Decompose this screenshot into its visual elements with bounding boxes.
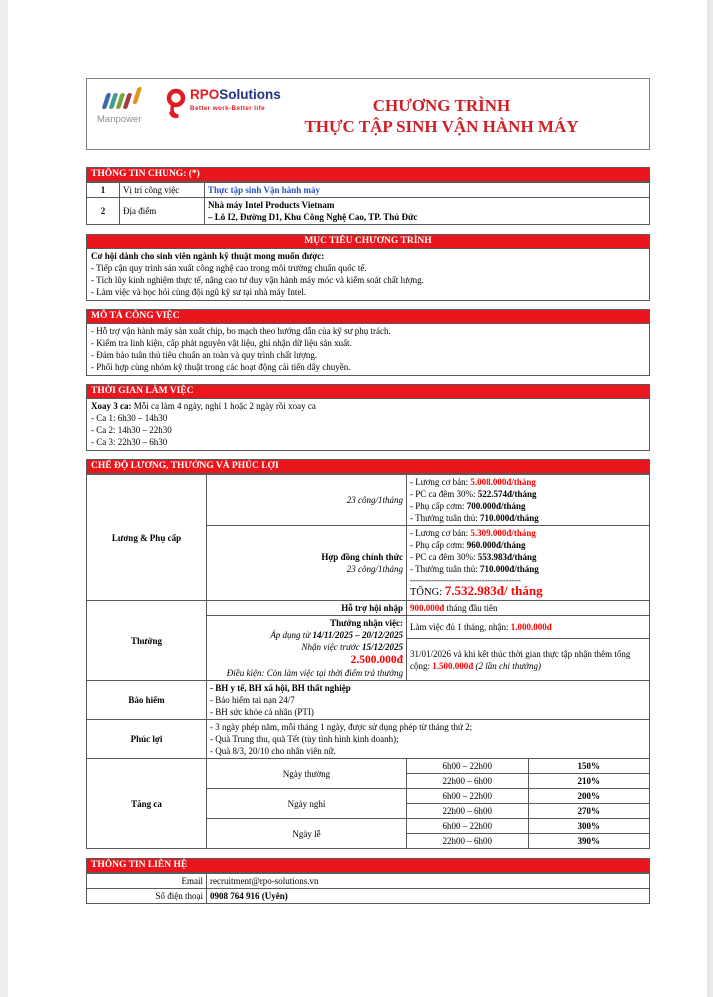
rpo-name: RPOSolutions xyxy=(190,87,281,102)
overtime-day: Ngày lễ xyxy=(207,819,407,849)
benefits-group-label: Phúc lợi xyxy=(87,720,207,759)
insurance-group-label: Bảo hiểm xyxy=(87,681,207,720)
logos xyxy=(97,86,297,149)
list-line: - Làm việc và học hỏi cùng đội ngũ kỹ sư tại nhà máy Intel. xyxy=(91,287,307,297)
benefits-lines xyxy=(207,720,650,759)
overtime-rate: 390% xyxy=(528,834,650,849)
email-value: recruitment@rpo-solutions.vn xyxy=(207,874,650,889)
table-row xyxy=(87,720,650,759)
phone-value: 0908 764 916 (Uyên) xyxy=(207,889,650,904)
signing-bonus-block xyxy=(207,616,407,681)
section-bar-lien-he: THÔNG TIN LIÊN HỆ xyxy=(86,858,650,873)
email-label: Email xyxy=(87,874,207,889)
bonus-group-label: Thưởng xyxy=(87,601,207,681)
location-line-1: Nhà máy Intel Products Vietnam xyxy=(208,200,335,210)
completion-bonus: 31/01/2026 và khi kết thúc thời gian thực tập nhận thêm tổng cộng: 1.500.000đ (2 lần chi thưởng) xyxy=(407,639,650,681)
probation-items xyxy=(407,475,650,526)
salary-total: TỔNG: 7.532.983đ/ tháng xyxy=(410,583,543,598)
row-label: Vị trí công việc xyxy=(120,183,205,198)
overtime-group-label: Tăng ca xyxy=(87,759,207,849)
rpo-solutions-logo xyxy=(165,88,281,120)
overtime-day: Ngày nghỉ xyxy=(207,789,407,819)
section-bar-muc-tieu: MỤC TIÊU CHƯƠNG TRÌNH xyxy=(86,234,650,249)
list-line: - Phối hợp cùng nhóm kỹ thuật trong các hoạt động cải tiến dây chuyền. xyxy=(91,362,351,372)
overtime-rate: 300% xyxy=(528,819,650,834)
muc-tieu-content xyxy=(86,249,650,301)
apply-dates: Áp dụng từ 14/11/2025 – 20/12/2025 xyxy=(270,630,403,640)
section-bar-thoi-gian: THỜI GIAN LÀM VIỆC xyxy=(86,384,650,399)
location-value xyxy=(205,198,650,225)
rpo-r-icon xyxy=(165,88,187,120)
document-title xyxy=(297,86,641,149)
list-line: - Đảm bảo tuân thủ tiêu chuẩn an toàn và quy trình chất lượng. xyxy=(91,350,318,360)
list-line: - Bảo hiểm tai nạn 24/7 xyxy=(210,695,295,705)
section-bar-mo-ta: MÔ TẢ CÔNG VIỆC xyxy=(86,309,650,324)
overtime-time: 22h00 – 6h00 xyxy=(407,804,529,819)
salary-line: - Thưởng tuân thủ: 710.000đ/tháng xyxy=(410,564,539,574)
overtime-time: 22h00 – 6h00 xyxy=(407,774,529,789)
salary-line: - Lương cơ bản: 5.008.000đ/tháng xyxy=(410,477,536,487)
row-number: 2 xyxy=(87,198,120,225)
overtime-rate: 150% xyxy=(528,759,650,774)
position-link[interactable]: Thực tập sinh Vận hành máy xyxy=(208,185,321,195)
salary-line: - Lương cơ bản: 5.309.000đ/tháng xyxy=(410,528,536,538)
table-row xyxy=(87,874,650,889)
thong-tin-chung-table xyxy=(86,182,650,225)
row-number: 1 xyxy=(87,183,120,198)
shift-intro: Xoay 3 ca: Mỗi ca làm 4 ngày, nghỉ 1 hoặc 2 ngày rồi xoay ca xyxy=(91,401,316,411)
bonus-condition: Điều kiện: Còn làm việc tại thời điểm trả thưởng xyxy=(226,668,403,678)
list-line: - Kiểm tra linh kiện, cấp phát nguyên vật liệu, ghi nhận dữ liệu sản xuất. xyxy=(91,338,352,348)
table-row xyxy=(87,759,650,774)
month1-bonus: Làm việc đủ 1 tháng, nhận: 1.000.000đ xyxy=(407,616,650,639)
row-label: Địa điểm xyxy=(120,198,205,225)
divider: ------------------------------------- xyxy=(410,575,521,585)
table-row xyxy=(87,601,650,616)
table-row xyxy=(87,198,650,225)
overtime-time: 6h00 – 22h00 xyxy=(407,789,529,804)
manpower-logo xyxy=(97,86,149,126)
table-row xyxy=(87,475,650,526)
salary-line: - PC ca đêm 30%: 553.983đ/tháng xyxy=(410,552,537,562)
position-value xyxy=(205,183,650,198)
list-line: - Ca 3: 22h30 – 6h30 xyxy=(91,437,168,447)
onboarding-support-label: Hỗ trợ hội nhập xyxy=(207,601,407,616)
overtime-day: Ngày thường xyxy=(207,759,407,789)
mo-ta-content xyxy=(86,324,650,376)
table-row xyxy=(87,681,650,720)
list-line: - Tích lũy kinh nghiệm thực tế, nâng cao tư duy vận hành máy móc và kiểm soát chất lượng. xyxy=(91,275,424,285)
overtime-time: 6h00 – 22h00 xyxy=(407,819,529,834)
list-line: - Ca 2: 14h30 – 22h30 xyxy=(91,425,172,435)
list-line: - Quà 8/3, 20/10 cho nhân viên nữ. xyxy=(210,746,336,756)
section-bar-thong-tin-chung: THÔNG TIN CHUNG: (*) xyxy=(86,167,650,182)
list-line: - Ca 1: 6h30 – 14h30 xyxy=(91,413,168,423)
phone-label: Số điện thoại xyxy=(87,889,207,904)
overtime-rate: 210% xyxy=(528,774,650,789)
overtime-time: 6h00 – 22h00 xyxy=(407,759,529,774)
start-before-date: Nhận việc trước 15/12/2025 xyxy=(301,642,403,652)
overtime-rate: 200% xyxy=(528,789,650,804)
thoi-gian-content xyxy=(86,399,650,451)
title-line-2: THỰC TẬP SINH VẬN HÀNH MÁY xyxy=(304,117,579,136)
salary-table xyxy=(86,474,650,849)
salary-line: - PC ca đêm 30%: 522.574đ/tháng xyxy=(410,489,537,499)
salary-group-label: Lương & Phụ cấp xyxy=(87,475,207,601)
list-line: - BH sức khỏe cá nhân (PTI) xyxy=(210,707,314,717)
manpower-wordmark: Manpower xyxy=(97,114,142,125)
list-line: - Tiếp cận quy trình sản xuất công nghệ cao trong môi trường chuẩn quốc tế. xyxy=(91,263,367,273)
section-bar-che-do: CHẾ ĐỘ LƯƠNG, THƯỞNG VÀ PHÚC LỢI xyxy=(86,459,650,474)
recruitment-flyer xyxy=(86,78,650,904)
onboarding-support-value: 900.000đ tháng đầu tiên xyxy=(407,601,650,616)
list-line: - 3 ngày phép năm, mỗi tháng 1 ngày, được sử dụng phép từ tháng thứ 2; xyxy=(210,722,473,732)
muc-tieu-intro: Cơ hội dành cho sinh viên ngành kỹ thuật mong muốn được: xyxy=(91,251,325,261)
salary-line: - Phụ cấp cơm: 960.000đ/tháng xyxy=(410,540,526,550)
official-contract-items xyxy=(407,526,650,601)
salary-line: - Phụ cấp cơm: 700.000đ/tháng xyxy=(410,501,526,511)
rpo-tagline: Better work-Better life xyxy=(190,105,265,112)
table-row xyxy=(87,889,650,904)
rpo-wordmark xyxy=(190,88,281,115)
signing-bonus-title: Thưởng nhận việc: xyxy=(330,618,403,628)
overtime-rate: 270% xyxy=(528,804,650,819)
official-contract-sub-label: Hợp đồng chính thức 23 công/1tháng xyxy=(207,526,407,601)
list-line: - BH y tế, BH xã hội, BH thất nghiệp xyxy=(210,683,351,693)
location-line-2: – Lô I2, Đường D1, Khu Công Nghệ Cao, TP. Thủ Đức xyxy=(208,212,418,222)
title-line-1: CHƯƠNG TRÌNH xyxy=(372,96,511,115)
list-line: - Quà Trung thu, quà Tết (tùy tình hình kinh doanh); xyxy=(210,734,399,744)
salary-line: - Thưởng tuân thủ: 710.000đ/tháng xyxy=(410,513,539,523)
list-line: - Hỗ trợ vận hành máy sản xuất chip, bo mạch theo hướng dẫn của kỹ sư phụ trách. xyxy=(91,326,391,336)
signing-bonus-amount: 2.500.000đ xyxy=(350,654,403,666)
overtime-time: 22h00 – 6h00 xyxy=(407,834,529,849)
probation-sub-label: 23 công/1tháng xyxy=(207,475,407,526)
header-box xyxy=(86,78,650,150)
manpower-bars-icon xyxy=(97,86,149,113)
table-row xyxy=(87,183,650,198)
contact-table xyxy=(86,873,650,904)
insurance-lines xyxy=(207,681,650,720)
